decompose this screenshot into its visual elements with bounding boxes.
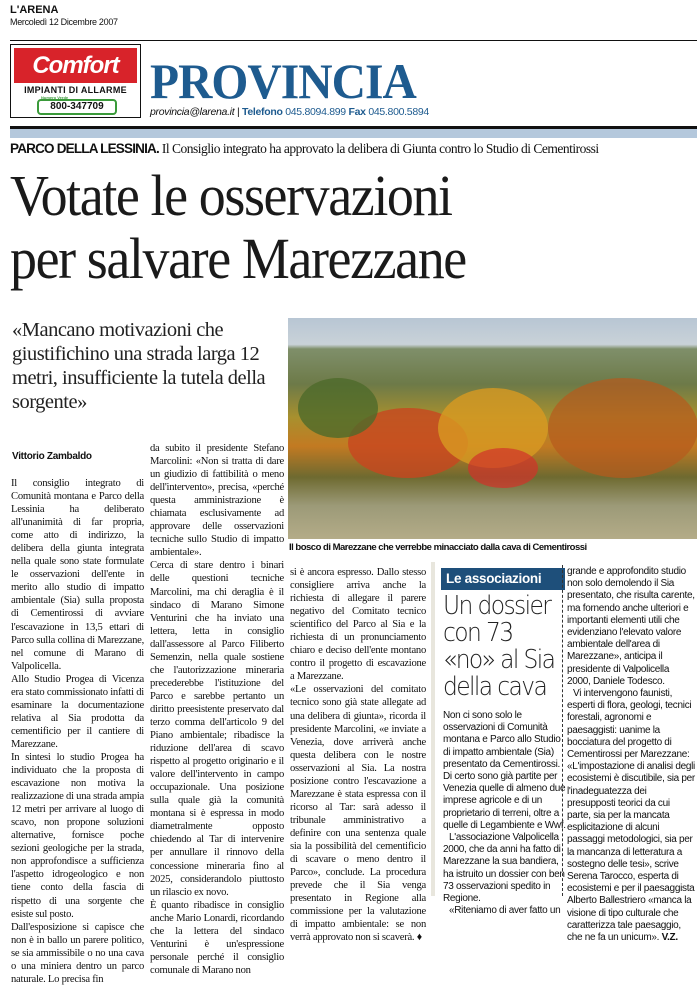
sidebar-box [431,562,566,917]
top-rule [10,40,697,41]
sidebar-column-1: Non ci sono solo le osservazioni di Comunità montana e Parco allo Studio di impatto ambientale (Sia) presentato da Cementirossi. Di certo sono già partite per Venezia quelle di almeno due imprese agricole e di un proprietario di terreni, oltre a quelle di Legambiente e Wwf. L'associazione Valpolicella 2000, che da anni ha fatto di Marezzane la sua bandiera, ha istruito un dossier con ben 73 osservazioni spedito in Regione. «Riteniamo di aver fatto un [443,710,566,917]
ad-brand: Comfort [14,48,137,83]
column-divider [562,565,563,896]
sidebar-column-2: grande e approfondito studio non solo demolendo il Sia presentato, che risulta carente, ma fornendo anche ulteriori e importanti elementi utili che evidenziano l'elevato valore ambientale dell'area di Marezzane», anticipa il presidente di Valpolicella 2000, Daniele Todesco. Vi intervengono faunisti, esperti di flora, geologi, tecnici forestali, agronomi e paesaggisti: uanime la bocciatura del progetto di Cementirossi per Marezzane: «L'impostazione di analisi degli ecosistemi è discutibile, sia per l'inadeguatezza dei presupposti teorici da cui parte, sia per la mancata esplicitazione di alcuni passaggi metodologici, sia per la mancanza di letteratura a sostegno delle tesi», scrive Serena Tarocco, esperta di ecosistemi e per il paesaggista Alberto Ballestriero «manca la visione di tipo culturale che caratterizza tale paesaggio, che ne fa un unicum». V.Z. [567,566,695,944]
advertisement[interactable] [10,44,141,118]
article-column-1: Il consiglio integrato di Comunità montana e Parco della Lessinia ha deliberato all'unanimità di far propria, come atto di indirizzo, la delibera della giunta integrata nella quale sono state formulate le osservazioni dell'ente in merito allo studio di impatto ambientale (Sia) sulla proposta di Cementirossi di avviare l'escavazione in 13,5 ettari di Parco sulla collina di Marezzane, nel comune di Marano di Valpolicella. Allo Studio Progea di Vicenza era stato commissionato infatti di esaminare la documentazione relativa al Sia prodotta da cementificio per il cantiere di Marezzane. In sintesi lo studio Progea ha individuato che la proposta di escavazione non motiva la realizzazione di una strada ampia 12 metri per arrivare al luogo di scavo, non propone soluzioni alternative, fornisce poche sezioni geologiche per la strada, non approfondisce a sufficienza l'aspetto idrogeologico e non tiene conto della fascia di rispetto di una sorgente che esiste sul posto. Dall'esposizione si capisce che non è in ballo un parere politico, se sia ammissibile o no una cava o una miniera dentro un parco naturale. Lo precisa fin [11,478,144,985]
ad-tagline: IMPIANTI DI ALLARME [24,85,127,95]
issue-date: Mercoledì 12 Dicembre 2007 [10,17,118,27]
photo-caption: Il bosco di Marezzane che verrebbe minacciato dalla cava di Cementirossi [289,542,587,553]
newspaper-name: L'ARENA [10,4,59,16]
sidebar-label: Le associazioni [441,568,565,590]
section-bar [10,129,697,138]
email[interactable]: provincia@larena.it [150,106,235,118]
forest-photo [288,318,697,539]
ad-phone: 800-347709 [37,99,117,115]
subheadline: «Mancano motivazioni che giustifichino una strada larga 12 metri, insufficiente la tutela della sorgente» [12,319,266,413]
byline: Vittorio Zambaldo [12,451,92,462]
kicker: PARCO DELLA LESSINIA. Il Consiglio integrato ha approvato la delibera di Giunta contro lo Studio di Cementirossi [10,141,599,156]
article-column-3: si è ancora espresso. Dallo stesso consigliere arriva anche la richiesta di allegare il parere negativo del Comitato tecnico scientifico del Parco al Sia e la richiesta di un pronunciamento chiaro e deciso dell'ente montano contro il progetto di escavazione a Marezzane. «Le osservazioni del comitato tecnico sono già state allegate ad una delibera di giunta», ricorda il presidente Marcolini, «e inviate a Venezia, dove arriverà anche questa delibera con le nostre osservazioni al Sia. La nostra posizione contro l'escavazione a Marezzane è stata espressa con il ricorso al Tar: sarà adesso il tribunale amministrativo a definire con una sentenza quale sia la possibilità del cementificio di scavare o meno dentro il Parco», conclude. La procedura prevede che il Sia venga presentato in Regione alla commissione per la valutazione di impatto ambientale: se non verrà approvato non si scaverà. ♦ [290,567,426,944]
headline: Votate le osservazioni per salvare Marezzane [10,163,466,291]
article-column-2: da subito il presidente Stefano Marcolini: «Non si tratta di dare un giudizio di fattibilità o meno dell'intervento», precisa, «perché questa amministrazione è chiamata esclusivamente ad approvare delle osservazioni tecniche sullo Studio di impatto ambientale». Cerca di stare dentro i binari delle questioni tecniche Marcolini, ma chi deraglia è il sindaco di Marano Simone Venturini che ha inviato una lettera, letta in consiglio dall'assessore al Parco Filiberto Semenzin, nella quale sostiene che l'autorizzazione mineraria precederebbe l'istituzione del Parco e sarebbe pertanto un diritto preesistente preservato dal terzo comma dell'articolo 9 del Piano ambientale; ribadisce la riduzione dell'area di scavo rispetto al progetto originario e il valore dell'intervento in campo occupazionale. Una posizione sulla quale già la comunità montana si è espressa in modo diametralmente opposto chiedendo al Tar di intervenire per annullare il rinnovo della concessione mineraria fino al 2025, considerandolo piuttosto un rilascio ex novo. È quanto ribadisce in consiglio anche Mario Lonardi, ricordando che la lettera del sindaco Venturini è un'espressione personale perché il consiglio comunale di Marano non [150,443,284,976]
section-contact: provincia@larena.it | Telefono 045.8094.899 Fax 045.800.5894 [150,106,429,118]
signature: V.Z. [661,932,678,944]
section-title: PROVINCIA [150,53,416,109]
ad-phone-label: Numero Verde [41,95,69,100]
sidebar-title: Un dossier con 73 «no» al Sia della cava [443,591,555,702]
